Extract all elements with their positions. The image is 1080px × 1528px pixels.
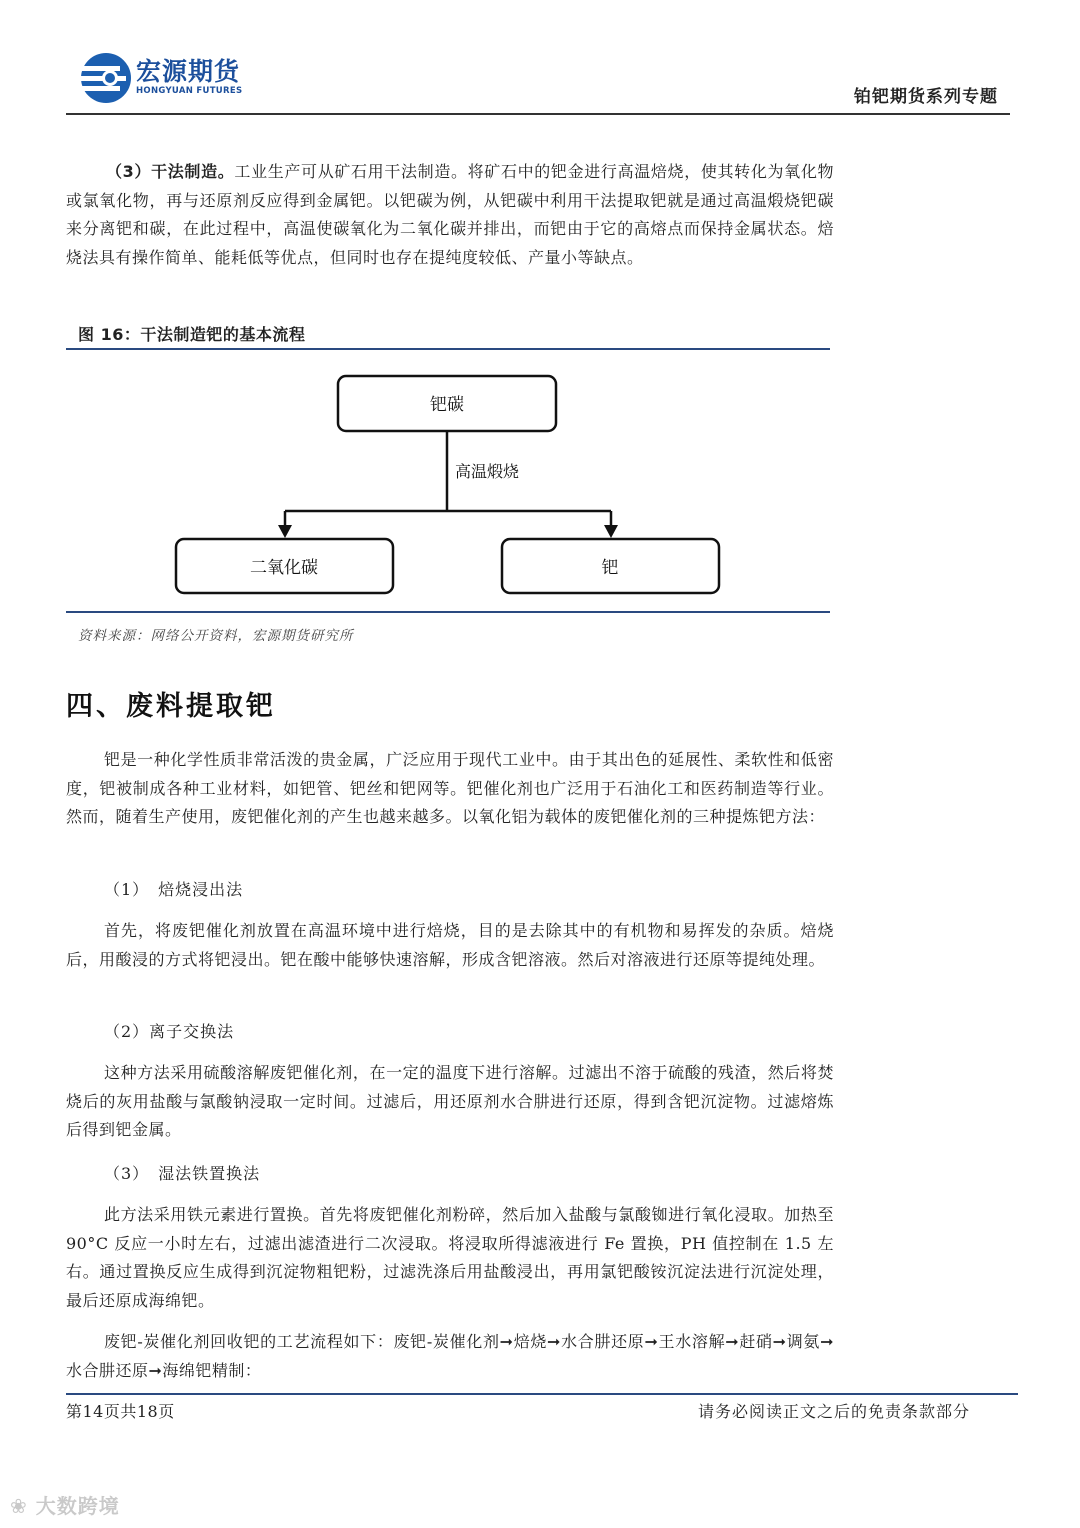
arrow-down-icon [278,525,292,538]
arrow-down-icon [604,525,618,538]
watermark-text: 大数跨境 [35,1494,120,1518]
figure-source: 资料来源：网络公开资料，宏源期货研究所 [78,628,354,644]
edge-label: 高温煅烧 [455,462,520,481]
logo-mark-icon [80,52,132,104]
node-right-label: 钯 [601,558,619,578]
method-3-title: （3） 湿法铁置换法 [104,1164,261,1183]
method-1-title: （1） 焙烧浸出法 [104,880,244,899]
disclaimer-note: 请务必阅读正文之后的免责条款部分 [697,1402,970,1421]
figure-top-rule [66,348,830,350]
intro-text: 工业生产可从矿石用干法制造。将矿石中的钯金进行高温焙烧，使其转化为氧化物或氯氧化物，再与还原剂反应得到金属钯。以钯碳为例，从钯碳中利用干法提取钯就是通过高温煅烧钯碳来分离钯和碳，在此过程中，高温使碳氧化为二氧化碳并排出，而钯由于它的高熔点而保持金属状态。焙烧法具有操作简单、能耗低等优点，但同时也存在提纯度较低、产量小等缺点。 [66,162,834,267]
flow-paragraph: 废钯-炭催化剂回收钯的工艺流程如下：废钯-炭催化剂➞焙烧➞水合肼还原➞王水溶解➞赶硝➞调氨➞ 水合肼还原➞海绵钯精制： [66,1332,834,1380]
series-title: 铂钯期货系列专题 [854,87,998,107]
page-number: 第14页共18页 [66,1402,175,1421]
method-3-paragraph: 此方法采用铁元素进行置换。首先将废钯催化剂粉碎，然后加入盐酸与氯酸铷进行氧化浸取。加热至 90°C 反应一小时左右，过滤出滤渣进行二次浸取。将浸取所得滤液进行 Fe 置换，PH 值控制在 1.5 左右。通过置换反应生成得到沉淀物粗钯粉，过滤洗涤后用盐酸浸出，再用氯钯酸铵沉淀法进行沉淀处理，最后还原成海绵钯。 [66,1205,834,1310]
method-2-title: （2）离子交换法 [104,1022,235,1041]
footer-divider [66,1393,1018,1395]
method-1-paragraph: 首先，将废钯催化剂放置在高温环境中进行焙烧，目的是去除其中的有机物和易挥发的杂质。焙烧后，用酸浸的方式将钯浸出。钯在酸中能够快速溶解，形成含钯溶液。然后对溶液进行还原等提纯处理。 [66,921,834,969]
figure-bottom-rule [66,611,830,613]
watermark-icon: ❀ [10,1494,28,1518]
intro-lead: （3）干法制造。 [106,162,235,181]
figure-title: 图 16：干法制造钯的基本流程 [78,325,306,344]
section-intro-paragraph: 钯是一种化学性质非常活泼的贵金属，广泛应用于现代工业中。由于其出色的延展性、柔软性和低密度，钯被制成各种工业材料，如钯管、钯丝和钯网等。钯催化剂也广泛用于石油化工和医药制造等行业。然而，随着生产使用，废钯催化剂的产生也越来越多。以氧化铝为载体的废钯催化剂的三种提炼钯方法： [66,750,834,827]
company-logo [80,50,280,106]
node-top-label: 钯碳 [430,395,464,415]
intro-paragraph [66,158,834,272]
method-2-paragraph: 这种方法采用硫酸溶解废钯催化剂，在一定的温度下进行溶解。过滤出不溶于硫酸的残渣，然后将焚烧后的灰用盐酸与氯酸钠浸取一定时间。过滤后，用还原剂水合肼进行还原，得到含钯沉淀物。过滤熔炼后得到钯金属。 [66,1063,834,1140]
process-diagram [160,365,740,605]
section-heading: 四、废料提取钯 [66,691,276,722]
header-divider [66,113,1010,115]
node-left-label: 二氧化碳 [250,558,318,578]
logo-name-en: HONGYUAN FUTURES [136,86,243,96]
watermark [10,1490,120,1519]
logo-name-cn: 宏源期货 [136,57,241,86]
